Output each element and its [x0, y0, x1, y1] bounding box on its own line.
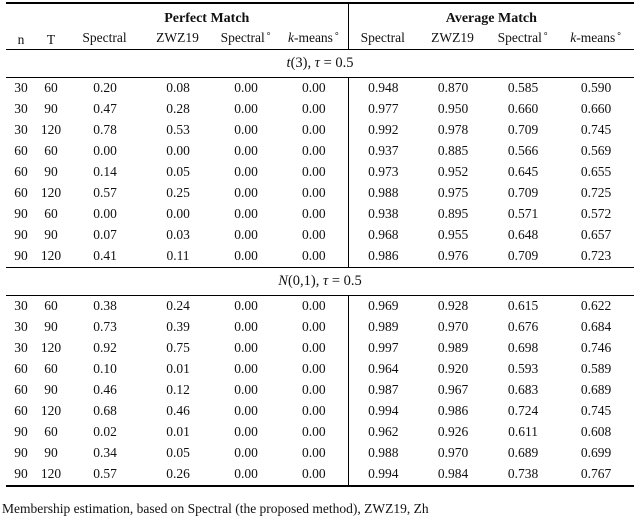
method-label: -means: [293, 29, 333, 45]
cell-average-zwz19: 0.895: [437, 206, 469, 222]
col-header-average-zwz19: [418, 27, 488, 50]
cell-perfect-spectral-circ: 0.00: [234, 185, 258, 201]
cell-perfect-zwz19: 0.05: [166, 445, 190, 461]
cell-perfect-kmeans-circ: 0.00: [301, 143, 326, 159]
cell-perfect-spectral: 0.34: [93, 445, 117, 461]
table-row: [6, 99, 634, 120]
cell-n: 90: [14, 248, 28, 264]
cell-perfect-spectral-circ: 0.00: [234, 319, 258, 335]
cell-average-spectral-circ: 0.738: [507, 466, 539, 482]
cell-average-kmeans-circ: 0.622: [580, 298, 612, 314]
section-title-row: [6, 50, 634, 78]
table-row: [6, 380, 634, 401]
method-label: -means: [576, 29, 616, 45]
cell-average-spectral: 0.938: [348, 204, 418, 225]
cell-average-spectral: 0.969: [348, 296, 418, 318]
cell-average-spectral: 0.973: [348, 162, 418, 183]
cell-T: 120: [40, 403, 62, 419]
cell-average-kmeans-circ: 0.655: [580, 164, 612, 180]
cell-perfect-zwz19: 0.12: [166, 382, 190, 398]
col-header-perfect-kmeans-circ: [280, 27, 348, 50]
cell-average-kmeans-circ: 0.608: [580, 424, 612, 440]
cell-average-zwz19: 0.955: [437, 227, 469, 243]
cell-n: 30: [14, 101, 28, 117]
col-header-average-spectral: [348, 27, 418, 50]
table-row: [6, 296, 634, 318]
cell-average-zwz19: 0.986: [437, 403, 469, 419]
cell-average-spectral: 0.937: [348, 141, 418, 162]
cell-perfect-spectral: 0.92: [93, 340, 117, 356]
cell-average-spectral: 0.986: [348, 246, 418, 268]
cell-perfect-zwz19: 0.03: [166, 227, 190, 243]
cell-average-zwz19: 0.967: [437, 382, 469, 398]
table-header: [6, 3, 634, 50]
cell-n: 30: [14, 122, 28, 138]
cell-average-spectral-circ: 0.593: [507, 361, 539, 377]
cell-perfect-kmeans-circ: 0.00: [301, 319, 326, 335]
method-label: ZWZ19: [431, 29, 474, 45]
method-label-italic: k: [570, 29, 577, 45]
cell-perfect-spectral: 0.14: [93, 164, 117, 180]
method-label-italic: k: [287, 29, 294, 45]
cell-average-spectral: 0.948: [348, 78, 418, 100]
section-title-part: τ: [314, 55, 320, 72]
cell-average-kmeans-circ: 0.572: [580, 206, 612, 222]
cell-average-zwz19: 0.970: [437, 319, 469, 335]
cell-perfect-spectral-circ: 0.00: [234, 206, 258, 222]
section-title-part: (0,1),: [287, 273, 324, 290]
cell-average-zwz19: 0.984: [437, 466, 469, 482]
cell-n: 60: [14, 185, 28, 201]
cell-perfect-spectral: 0.47: [93, 101, 117, 117]
cell-average-kmeans-circ: 0.767: [580, 466, 612, 482]
cell-n: 60: [14, 361, 28, 377]
cell-average-spectral-circ: 0.724: [507, 403, 539, 419]
cell-T: 120: [40, 466, 62, 482]
col-header-perfect-spectral: [66, 27, 144, 50]
cell-perfect-zwz19: 0.08: [166, 80, 190, 96]
cell-average-kmeans-circ: 0.589: [580, 361, 612, 377]
cell-average-spectral: 0.994: [348, 401, 418, 422]
cell-perfect-spectral-circ: 0.00: [234, 445, 258, 461]
cell-perfect-kmeans-circ: 0.00: [301, 227, 326, 243]
cell-average-spectral-circ: 0.566: [507, 143, 539, 159]
cell-perfect-zwz19: 0.75: [166, 340, 190, 356]
cell-average-spectral-circ: 0.698: [507, 340, 539, 356]
cell-perfect-spectral-circ: 0.00: [234, 143, 258, 159]
cell-perfect-spectral-circ: 0.00: [234, 164, 258, 180]
cell-T: 60: [44, 143, 58, 159]
cell-perfect-kmeans-circ: 0.00: [301, 403, 326, 419]
cell-average-zwz19: 0.870: [437, 80, 469, 96]
cell-average-spectral: 0.988: [348, 443, 418, 464]
cell-perfect-kmeans-circ: 0.00: [301, 466, 326, 482]
section-t3: [6, 50, 634, 268]
caption-partial-line: Membership estimation, based on Spectral (the proposed method), ZWZ19, Zh: [2, 501, 429, 516]
table-row: [6, 120, 634, 141]
cell-perfect-spectral-circ: 0.00: [234, 227, 258, 243]
cell-T: 90: [44, 319, 58, 335]
cell-perfect-spectral-circ: 0.00: [234, 298, 258, 314]
cell-T: 60: [44, 80, 58, 96]
cell-average-spectral: 0.992: [348, 120, 418, 141]
paper-page: [0, 2, 640, 516]
cell-perfect-spectral: 0.78: [93, 122, 117, 138]
cell-average-zwz19: 0.926: [437, 424, 469, 440]
cell-n: 60: [14, 164, 28, 180]
cell-average-kmeans-circ: 0.725: [580, 185, 612, 201]
section-title-part: N: [278, 273, 288, 290]
section-title-part: τ: [323, 273, 329, 290]
cell-average-spectral-circ: 0.676: [507, 319, 539, 335]
cell-average-spectral-circ: 0.648: [507, 227, 539, 243]
cell-average-kmeans-circ: 0.723: [580, 248, 612, 264]
cell-perfect-spectral-circ: 0.00: [234, 101, 258, 117]
cell-average-zwz19: 0.989: [437, 340, 469, 356]
cell-T: 90: [44, 227, 58, 243]
table-row: [6, 422, 634, 443]
cell-n: 90: [14, 466, 28, 482]
cell-average-spectral: 0.988: [348, 183, 418, 204]
cell-perfect-spectral: 0.68: [93, 403, 117, 419]
cell-average-kmeans-circ: 0.689: [580, 382, 612, 398]
cell-average-spectral: 0.989: [348, 317, 418, 338]
table-row: [6, 443, 634, 464]
section-title-row: [6, 268, 634, 296]
table-row: [6, 162, 634, 183]
cell-perfect-spectral: 0.00: [93, 206, 117, 222]
cell-T: 120: [40, 248, 62, 264]
cell-perfect-zwz19: 0.28: [166, 101, 190, 117]
cell-average-zwz19: 0.920: [437, 361, 469, 377]
cell-perfect-spectral-circ: 0.00: [234, 248, 258, 264]
cell-average-spectral-circ: 0.683: [507, 382, 539, 398]
method-label: Spectral: [360, 29, 405, 45]
cell-average-kmeans-circ: 0.745: [580, 403, 612, 419]
cell-average-zwz19: 0.975: [437, 185, 469, 201]
cell-average-spectral: 0.968: [348, 225, 418, 246]
cell-average-zwz19: 0.952: [437, 164, 469, 180]
section-title-part: t: [286, 55, 291, 72]
group-header-perfect-match: Perfect Match: [164, 10, 250, 26]
cell-average-kmeans-circ: 0.699: [580, 445, 612, 461]
col-header-n: n: [6, 3, 36, 50]
table-row: [6, 464, 634, 486]
cell-average-kmeans-circ: 0.745: [580, 122, 612, 138]
cell-average-spectral-circ: 0.689: [507, 445, 539, 461]
cell-T: 90: [44, 382, 58, 398]
cell-n: 90: [14, 445, 28, 461]
cell-perfect-spectral: 0.57: [93, 466, 117, 482]
cell-n: 90: [14, 227, 28, 243]
cell-T: 120: [40, 340, 62, 356]
section-title-part: (3),: [290, 55, 315, 72]
cell-average-spectral-circ: 0.615: [507, 298, 539, 314]
cell-perfect-zwz19: 0.53: [166, 122, 190, 138]
col-header-average-spectral-circ: [488, 27, 558, 50]
cell-perfect-spectral: 0.73: [93, 319, 117, 335]
cell-T: 120: [40, 122, 62, 138]
method-header-row: [6, 27, 634, 50]
cell-n: 60: [14, 403, 28, 419]
cell-perfect-spectral: 0.57: [93, 185, 117, 201]
cell-perfect-spectral-circ: 0.00: [234, 424, 258, 440]
cell-perfect-spectral-circ: 0.00: [234, 403, 258, 419]
cell-perfect-spectral-circ: 0.00: [234, 382, 258, 398]
cell-T: 120: [40, 185, 62, 201]
cell-average-kmeans-circ: 0.684: [580, 319, 612, 335]
cell-perfect-kmeans-circ: 0.00: [301, 445, 326, 461]
cell-perfect-kmeans-circ: 0.00: [301, 298, 326, 314]
cell-perfect-kmeans-circ: 0.00: [301, 122, 326, 138]
section-title-part: = 0.5: [319, 55, 354, 72]
cell-T: 60: [44, 206, 58, 222]
cell-perfect-spectral: 0.00: [93, 143, 117, 159]
cell-average-kmeans-circ: 0.657: [580, 227, 612, 243]
cell-perfect-spectral-circ: 0.00: [234, 80, 258, 96]
cell-average-spectral-circ: 0.709: [507, 248, 539, 264]
cell-perfect-zwz19: 0.26: [166, 466, 190, 482]
table-row: [6, 78, 634, 100]
cell-perfect-spectral: 0.10: [93, 361, 117, 377]
cell-perfect-zwz19: 0.05: [166, 164, 190, 180]
cell-average-spectral-circ: 0.585: [507, 80, 539, 96]
col-header-perfect-spectral-circ: [212, 27, 280, 50]
cell-average-zwz19: 0.885: [437, 143, 469, 159]
cell-perfect-zwz19: 0.01: [166, 424, 190, 440]
section-title-part: = 0.5: [328, 273, 362, 290]
cell-perfect-spectral: 0.02: [93, 424, 117, 440]
cell-perfect-kmeans-circ: 0.00: [301, 382, 326, 398]
cell-average-zwz19: 0.928: [437, 298, 469, 314]
cell-average-spectral: 0.962: [348, 422, 418, 443]
cell-perfect-spectral: 0.38: [93, 298, 117, 314]
method-label: Spectral: [220, 29, 265, 45]
cell-perfect-spectral-circ: 0.00: [234, 361, 258, 377]
cell-n: 60: [14, 143, 28, 159]
cell-perfect-kmeans-circ: 0.00: [301, 101, 326, 117]
cell-average-spectral: 0.994: [348, 464, 418, 486]
cell-average-spectral: 0.997: [348, 338, 418, 359]
cell-average-spectral-circ: 0.709: [507, 122, 539, 138]
table-row: [6, 359, 634, 380]
cell-perfect-spectral: 0.41: [93, 248, 117, 264]
cell-perfect-zwz19: 0.24: [166, 298, 190, 314]
cell-n: 90: [14, 206, 28, 222]
results-table: [6, 2, 634, 487]
cell-perfect-spectral-circ: 0.00: [234, 122, 258, 138]
method-superscript: ∘: [265, 28, 272, 39]
cell-average-spectral-circ: 0.709: [507, 185, 539, 201]
cell-perfect-kmeans-circ: 0.00: [301, 361, 326, 377]
cell-T: 60: [44, 361, 58, 377]
section-title: [6, 50, 634, 78]
section-normal: [6, 268, 634, 487]
table-row: [6, 338, 634, 359]
cell-n: 30: [14, 340, 28, 356]
table-row: [6, 204, 634, 225]
cell-n: 60: [14, 382, 28, 398]
col-header-T: T: [36, 3, 66, 50]
cell-perfect-spectral: 0.46: [93, 382, 117, 398]
cell-perfect-kmeans-circ: 0.00: [301, 340, 326, 356]
cell-average-kmeans-circ: 0.590: [580, 80, 612, 96]
table-row: [6, 401, 634, 422]
method-label: ZWZ19: [156, 29, 199, 45]
cell-perfect-zwz19: 0.39: [166, 319, 190, 335]
table-row: [6, 317, 634, 338]
cell-average-spectral-circ: 0.645: [507, 164, 539, 180]
cell-perfect-zwz19: 0.01: [166, 361, 190, 377]
cell-perfect-zwz19: 0.00: [166, 206, 190, 222]
cell-perfect-spectral: 0.20: [93, 80, 117, 96]
method-superscript: ∘: [542, 28, 549, 39]
method-superscript: ∘: [616, 28, 622, 39]
cell-perfect-kmeans-circ: 0.00: [301, 206, 326, 222]
group-header-average-match: Average Match: [348, 3, 634, 27]
cell-perfect-zwz19: 0.25: [166, 185, 190, 201]
cell-T: 60: [44, 424, 58, 440]
cell-T: 90: [44, 164, 58, 180]
cell-perfect-kmeans-circ: 0.00: [301, 424, 326, 440]
cell-n: 30: [14, 80, 28, 96]
section-title: [6, 268, 634, 296]
cell-perfect-spectral-circ: 0.00: [234, 466, 258, 482]
cell-perfect-zwz19: 0.11: [166, 248, 190, 264]
table-row: [6, 246, 634, 268]
cell-average-spectral-circ: 0.571: [507, 206, 539, 222]
cell-average-zwz19: 0.978: [437, 122, 469, 138]
cell-average-kmeans-circ: 0.660: [580, 101, 612, 117]
method-label: Spectral: [82, 29, 127, 45]
table-row: [6, 225, 634, 246]
method-superscript: ∘: [333, 28, 340, 39]
cell-perfect-kmeans-circ: 0.00: [301, 80, 326, 96]
cell-average-spectral: 0.987: [348, 380, 418, 401]
cell-T: 90: [44, 445, 58, 461]
cell-perfect-zwz19: 0.46: [166, 403, 190, 419]
cell-average-zwz19: 0.950: [437, 101, 469, 117]
cell-average-zwz19: 0.970: [437, 445, 469, 461]
cell-average-spectral-circ: 0.611: [508, 424, 538, 440]
col-header-perfect-zwz19: [144, 27, 212, 50]
table-row: [6, 141, 634, 162]
cell-n: 30: [14, 319, 28, 335]
cell-T: 90: [44, 101, 58, 117]
cell-average-kmeans-circ: 0.746: [580, 340, 612, 356]
cell-average-spectral: 0.964: [348, 359, 418, 380]
cell-perfect-kmeans-circ: 0.00: [301, 248, 326, 264]
cell-n: 90: [14, 424, 28, 440]
cell-average-spectral: 0.977: [348, 99, 418, 120]
table-row: [6, 183, 634, 204]
cell-n: 30: [14, 298, 28, 314]
cell-perfect-kmeans-circ: 0.00: [301, 164, 326, 180]
cell-average-spectral-circ: 0.660: [507, 101, 539, 117]
method-label: Spectral: [497, 29, 542, 45]
cell-average-kmeans-circ: 0.569: [580, 143, 612, 159]
cell-perfect-spectral-circ: 0.00: [234, 340, 258, 356]
cell-perfect-spectral: 0.07: [93, 227, 117, 243]
cell-average-zwz19: 0.976: [437, 248, 469, 264]
col-header-average-kmeans-circ: [558, 27, 634, 50]
cell-perfect-kmeans-circ: 0.00: [301, 185, 326, 201]
cell-T: 60: [44, 298, 58, 314]
cell-perfect-zwz19: 0.00: [166, 143, 190, 159]
group-header-row: [6, 3, 634, 27]
